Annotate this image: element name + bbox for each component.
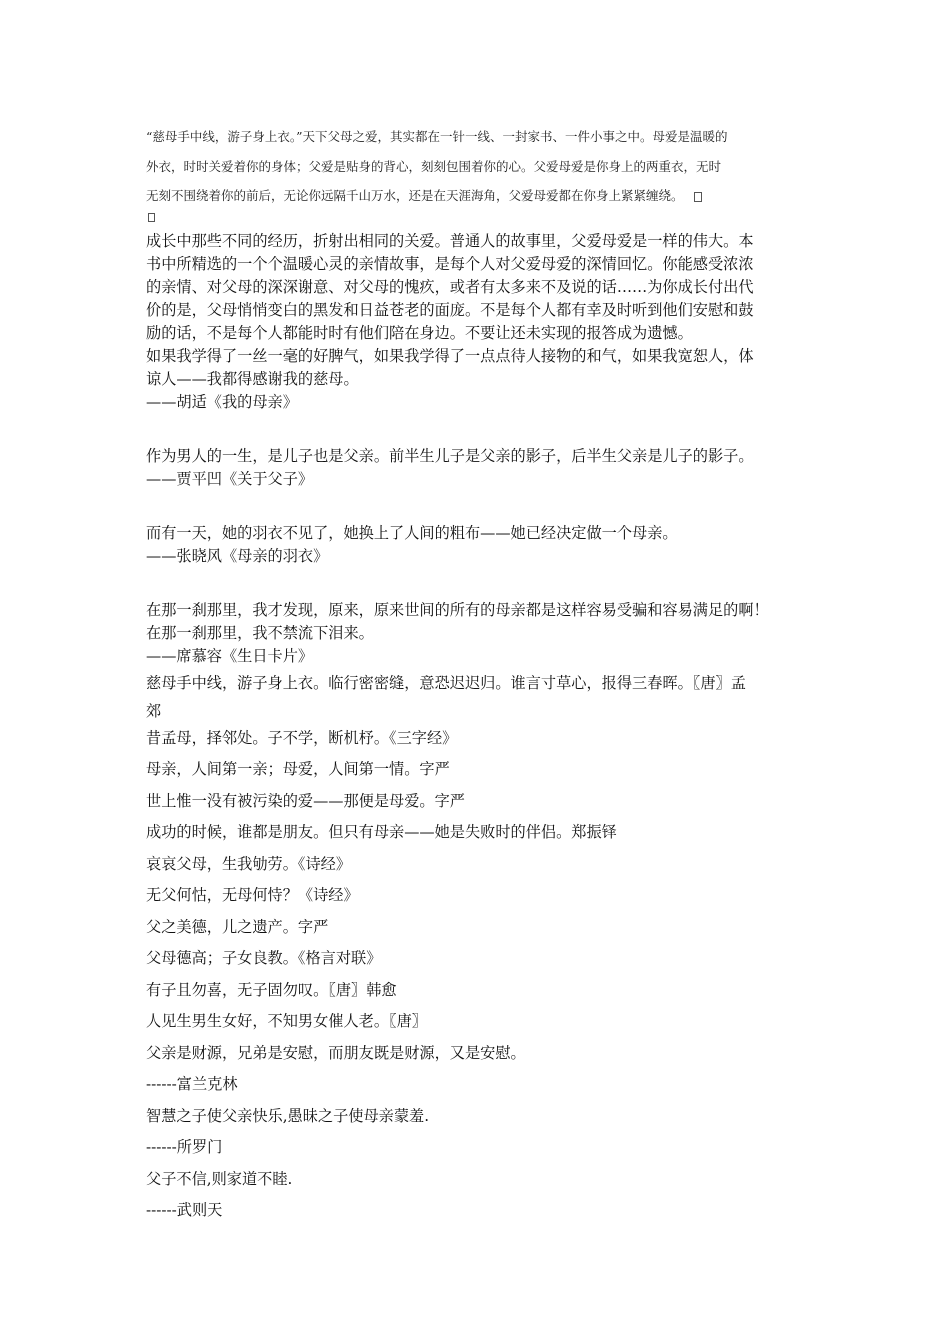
body-line: 书中所精选的一个个温暖心灵的亲情故事，是每个人对父爱母爱的深情回忆。你能感受浓浓 [146, 255, 754, 273]
saying-line: 成功的时候，谁都是朋友。但只有母亲——她是失败时的伴侣。郑振铎 [146, 823, 617, 841]
body-line: 成长中那些不同的经历，折射出相同的关爱。普通人的故事里，父爱母爱是一样的伟大。本 [146, 232, 754, 250]
attribution-line: ------富兰克林 [146, 1075, 238, 1093]
body-text [146, 230, 826, 1227]
saying-line: 郊 [146, 701, 162, 720]
body-line: 励的话，不是每个人都能时时有他们陪在身边。不要让还未实现的报答成为遗憾。 [146, 324, 693, 342]
intro-line [146, 181, 826, 211]
saying-line: 世上惟一没有被污染的爱——那便是母爱。字严 [146, 791, 465, 810]
saying-line: 有子且勿喜，无子固勿叹。〖唐〗韩愈 [146, 980, 397, 999]
saying-line: 父母德高；子女良教。《格言对联》 [146, 949, 382, 967]
saying-line: 昔孟母，择邻处。子不学，断机杼。《三字经》 [146, 728, 458, 747]
quote-line: 在那一刹那里，我不禁流下泪来。 [146, 624, 374, 642]
attribution-line: ——席慕容《生日卡片》 [146, 647, 314, 665]
intro-line-text: 无刻不围绕着你的前后，无论你远隔千山万水，还是在天涯海角，父爱母爱都在你身上紧紧缠绕。 [146, 188, 684, 203]
saying-line: 父亲是财源，兄弟是安慰，而朋友既是财源，又是安慰。 [146, 1043, 526, 1062]
attribution-line: ——张晓风《母亲的羽衣》 [146, 547, 329, 565]
blank-line [146, 568, 826, 599]
missing-glyph-icon [148, 213, 155, 222]
attribution-line: ------所罗门 [146, 1138, 223, 1156]
saying-line: 无父何怙，无母何恃？《诗经》 [146, 886, 359, 904]
missing-glyph-icon [694, 192, 702, 202]
saying-line: 父子不信,则家道不睦. [146, 1169, 293, 1188]
saying-line: 智慧之子使父亲快乐,愚昧之子使母亲蒙羞. [146, 1106, 430, 1125]
quote-line: 作为男人的一生，是儿子也是父亲。前半生儿子是父亲的影子，后半生父亲是儿子的影子。 [146, 447, 754, 465]
intro-line: 外衣，时时关爱着你的身体；父爱是贴身的背心，刻刻包围着你的心。父爱母爱是你身上的两重衣，无时 [146, 158, 722, 174]
saying-line: 母亲，人间第一亲；母爱，人间第一情。字严 [146, 760, 450, 778]
blank-line [146, 414, 826, 445]
quote-line: 而有一天，她的羽衣不见了，她换上了人间的粗布——她已经决定做一个母亲。 [146, 524, 678, 542]
saying-line: 慈母手中线，游子身上衣。临行密密缝，意恐迟迟归。谁言寸草心，报得三春晖。〖唐〗孟 [146, 674, 746, 692]
saying-line: 人见生男生女好，不知男女催人老。〖唐〗 [146, 1012, 427, 1030]
body-line: 谅人——我都得感谢我的慈母。 [146, 370, 359, 388]
quote-line: 在那一刹那里，我才发现，原来，原来世间的所有的母亲都是这样容易受骗和容易满足的啊！ [146, 601, 769, 619]
intro-line: “慈母手中线，游子身上衣。”天下父母之爱，其实都在一针一线、一封家书、一件小事之中。母爱是温暖的 [146, 129, 728, 144]
body-line: 的亲情、对父母的深深谢意、对父母的愧疚，或者有太多来不及说的话……为你成长付出代 [146, 278, 754, 296]
body-line: 如果我学得了一丝一毫的好脾气，如果我学得了一点点待人接物的和气，如果我宽恕人，体 [146, 347, 754, 365]
attribution-line: ——胡适《我的母亲》 [146, 393, 298, 411]
saying-line: 父之美德，儿之遗产。字严 [146, 917, 329, 936]
attribution-line: ------武则天 [146, 1201, 223, 1219]
attribution-line: ——贾平凹《关于父子》 [146, 470, 314, 488]
saying-line: 哀哀父母，生我劬劳。《诗经》 [146, 854, 352, 873]
intro-paragraph [146, 122, 826, 211]
blank-line [146, 491, 826, 522]
body-line: 价的是，父母悄悄变白的黑发和日益苍老的面庞。不是每个人都有幸及时听到他们安慰和鼓 [146, 301, 754, 319]
